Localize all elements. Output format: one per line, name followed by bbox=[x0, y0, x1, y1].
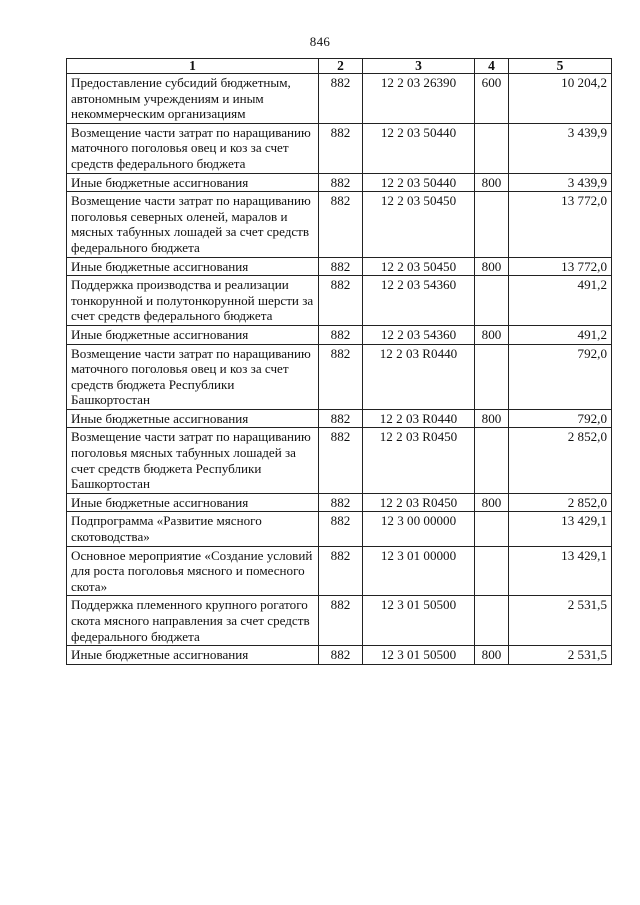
table-row bbox=[67, 546, 612, 596]
cell-amount: 13 429,1 bbox=[509, 546, 612, 596]
cell-name: Поддержка племенного крупного рогатого скота мясного направления за счет средств федерального бюджета bbox=[67, 596, 319, 646]
cell-expense-type bbox=[475, 428, 509, 493]
table-row bbox=[67, 74, 612, 124]
cell-expense-type bbox=[475, 276, 509, 326]
cell-admin-code: 882 bbox=[319, 493, 363, 512]
cell-admin-code: 882 bbox=[319, 276, 363, 326]
table-body bbox=[67, 74, 612, 665]
cell-admin-code: 882 bbox=[319, 596, 363, 646]
cell-target-code: 12 2 03 R0450 bbox=[363, 428, 475, 493]
cell-target-code: 12 2 03 R0440 bbox=[363, 409, 475, 428]
table-row bbox=[67, 192, 612, 257]
cell-target-code: 12 3 01 50500 bbox=[363, 596, 475, 646]
cell-name: Иные бюджетные ассигнования bbox=[67, 493, 319, 512]
header-row bbox=[67, 59, 612, 74]
cell-expense-type: 800 bbox=[475, 409, 509, 428]
cell-name: Подпрограмма «Развитие мясного скотоводства» bbox=[67, 512, 319, 546]
cell-amount: 491,2 bbox=[509, 276, 612, 326]
cell-admin-code: 882 bbox=[319, 257, 363, 276]
cell-admin-code: 882 bbox=[319, 192, 363, 257]
cell-expense-type: 800 bbox=[475, 325, 509, 344]
cell-admin-code: 882 bbox=[319, 74, 363, 124]
cell-admin-code: 882 bbox=[319, 428, 363, 493]
cell-expense-type bbox=[475, 344, 509, 409]
table-row bbox=[67, 344, 612, 409]
table-row bbox=[67, 123, 612, 173]
cell-admin-code: 882 bbox=[319, 546, 363, 596]
cell-amount: 10 204,2 bbox=[509, 74, 612, 124]
table-row bbox=[67, 257, 612, 276]
cell-expense-type: 800 bbox=[475, 257, 509, 276]
cell-name: Иные бюджетные ассигнования bbox=[67, 409, 319, 428]
cell-amount: 2 852,0 bbox=[509, 493, 612, 512]
table-row bbox=[67, 276, 612, 326]
cell-amount: 3 439,9 bbox=[509, 123, 612, 173]
cell-target-code: 12 2 03 R0450 bbox=[363, 493, 475, 512]
cell-target-code: 12 2 03 50450 bbox=[363, 192, 475, 257]
cell-name: Возмещение части затрат по наращиванию поголовья северных оленей, маралов и мясных табунных лошадей за счет средств федерального бюджета bbox=[67, 192, 319, 257]
budget-table bbox=[66, 58, 612, 665]
cell-amount: 13 772,0 bbox=[509, 192, 612, 257]
page-number: 846 bbox=[309, 34, 331, 49]
cell-admin-code: 882 bbox=[319, 512, 363, 546]
cell-target-code: 12 3 01 50500 bbox=[363, 646, 475, 665]
cell-name: Иные бюджетные ассигнования bbox=[67, 646, 319, 665]
cell-name: Основное мероприятие «Создание условий для роста поголовья мясного и помесного скота» bbox=[67, 546, 319, 596]
cell-name: Иные бюджетные ассигнования bbox=[67, 257, 319, 276]
cell-amount: 792,0 bbox=[509, 344, 612, 409]
cell-amount: 2 852,0 bbox=[509, 428, 612, 493]
cell-amount: 491,2 bbox=[509, 325, 612, 344]
table-row bbox=[67, 173, 612, 192]
cell-name: Иные бюджетные ассигнования bbox=[67, 173, 319, 192]
cell-amount: 2 531,5 bbox=[509, 596, 612, 646]
cell-admin-code: 882 bbox=[319, 173, 363, 192]
cell-target-code: 12 2 03 54360 bbox=[363, 276, 475, 326]
cell-admin-code: 882 bbox=[319, 344, 363, 409]
cell-amount: 13 772,0 bbox=[509, 257, 612, 276]
cell-expense-type bbox=[475, 546, 509, 596]
cell-admin-code: 882 bbox=[319, 646, 363, 665]
cell-name: Иные бюджетные ассигнования bbox=[67, 325, 319, 344]
cell-amount: 13 429,1 bbox=[509, 512, 612, 546]
cell-name: Предоставление субсидий бюджетным, автономным учреждениям и иным некоммерческим организациям bbox=[67, 74, 319, 124]
header-cell-name: 1 bbox=[67, 59, 319, 74]
table-row bbox=[67, 428, 612, 493]
cell-expense-type bbox=[475, 192, 509, 257]
table-row bbox=[67, 325, 612, 344]
table-row bbox=[67, 596, 612, 646]
header-cell-admin: 2 bbox=[319, 59, 363, 74]
cell-target-code: 12 2 03 50450 bbox=[363, 257, 475, 276]
table-row bbox=[67, 646, 612, 665]
table-header bbox=[67, 59, 612, 74]
header-cell-type: 4 bbox=[475, 59, 509, 74]
cell-target-code: 12 3 00 00000 bbox=[363, 512, 475, 546]
cell-admin-code: 882 bbox=[319, 409, 363, 428]
cell-target-code: 12 2 03 R0440 bbox=[363, 344, 475, 409]
header-cell-code: 3 bbox=[363, 59, 475, 74]
header-cell-amount: 5 bbox=[509, 59, 612, 74]
table-row bbox=[67, 512, 612, 546]
cell-expense-type bbox=[475, 123, 509, 173]
cell-admin-code: 882 bbox=[319, 325, 363, 344]
cell-amount: 3 439,9 bbox=[509, 173, 612, 192]
cell-target-code: 12 3 01 00000 bbox=[363, 546, 475, 596]
cell-amount: 792,0 bbox=[509, 409, 612, 428]
cell-expense-type: 800 bbox=[475, 173, 509, 192]
cell-name: Возмещение части затрат по наращиванию поголовья мясных табунных лошадей за счет средств бюджета Республики Башкортостан bbox=[67, 428, 319, 493]
cell-expense-type: 600 bbox=[475, 74, 509, 124]
cell-expense-type: 800 bbox=[475, 646, 509, 665]
cell-expense-type bbox=[475, 596, 509, 646]
cell-expense-type: 800 bbox=[475, 493, 509, 512]
cell-target-code: 12 2 03 54360 bbox=[363, 325, 475, 344]
table-row bbox=[67, 493, 612, 512]
table-row bbox=[67, 409, 612, 428]
cell-expense-type bbox=[475, 512, 509, 546]
cell-name: Возмещение части затрат по наращиванию маточного поголовья овец и коз за счет средств бюджета Республики Башкортостан bbox=[67, 344, 319, 409]
cell-name: Возмещение части затрат по наращиванию маточного поголовья овец и коз за счет средств федерального бюджета bbox=[67, 123, 319, 173]
cell-target-code: 12 2 03 26390 bbox=[363, 74, 475, 124]
cell-target-code: 12 2 03 50440 bbox=[363, 173, 475, 192]
cell-admin-code: 882 bbox=[319, 123, 363, 173]
cell-name: Поддержка производства и реализации тонкорунной и полутонкорунной шерсти за счет средств федерального бюджета bbox=[67, 276, 319, 326]
cell-target-code: 12 2 03 50440 bbox=[363, 123, 475, 173]
cell-amount: 2 531,5 bbox=[509, 646, 612, 665]
